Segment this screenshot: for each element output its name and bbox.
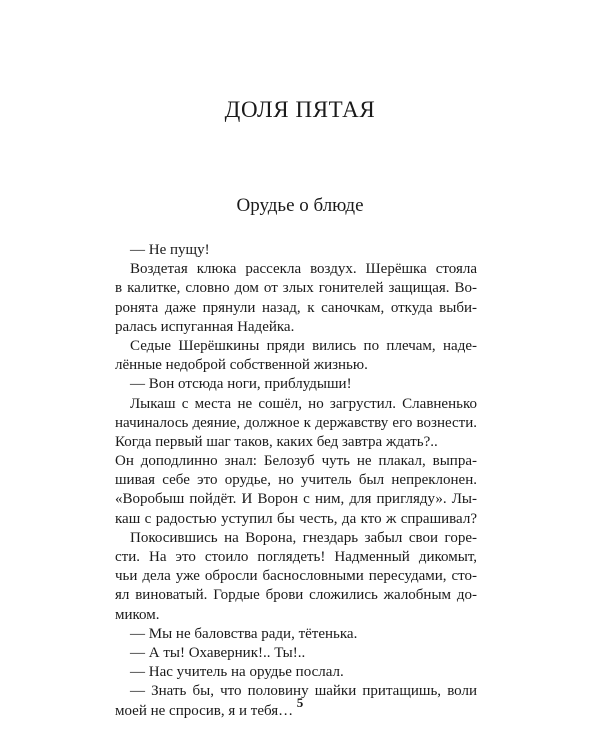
text-line: ронята даже прянули назад, к саночкам, откуда выби- (115, 299, 477, 316)
text-line: моей не спросив, я и тебя… (115, 702, 294, 719)
text-line: «Воробыш пойдёт. И Ворон с ним, для пригляду». Лы- (115, 491, 477, 508)
chapter-title: Орудье о блюде (236, 195, 364, 216)
text-line: миком. (115, 606, 160, 623)
text-line: — Вон отсюда ноги, приблудыши! (130, 376, 352, 393)
text-line: ралась испуганная Надейка. (115, 318, 295, 335)
body-text (115, 241, 477, 721)
text-line: Лыкаш с места не сошёл, но загрустил. Славненько (130, 395, 477, 412)
text-line: Седые Шерёшкины пряди вились по плечам, наде- (130, 337, 477, 354)
text-line: — А ты! Охаверник!.. Ты!.. (130, 644, 306, 661)
text-line: шивая себе это орудье, но учитель был непреклонен. (115, 472, 477, 489)
text-line: Покосившись на Ворона, гнездарь забыл свои горе- (130, 529, 477, 546)
text-line: — Мы не баловства ради, тётенька. (130, 625, 358, 642)
part-title: ДОЛЯ ПЯТАЯ (224, 97, 376, 122)
text-line: Он доподлинно знал: Белозуб чуть не плакал, выпра- (115, 453, 477, 470)
text-line: ял виноватый. Гордые брови сложились жалобным до- (115, 587, 477, 604)
text-line: сти. На это стоило поглядеть! Надменный дикомыт, (115, 549, 477, 565)
text-line: каш с радостью уступил бы честь, да кто ж спрашивал? (115, 510, 477, 527)
text-line: — Нас учитель на орудье послал. (130, 664, 344, 681)
text-line: Когда первый шаг таков, каких бед завтра ждать?.. (115, 433, 438, 450)
text-line: чьи дела уже обросли баснословными пересудами, сто- (115, 568, 477, 585)
text-line: лённые недоброй собственной жизнью. (115, 357, 368, 374)
text-line: в калитке, словно дом от злых гонителей защищая. Во- (115, 280, 477, 297)
text-line: — Знать бы, что половину шайки притащишь, воли (130, 683, 477, 700)
text-line: начиналось деяние, должное к державству его вознести. (115, 414, 477, 431)
text-line: Воздетая клюка рассекла воздух. Шерёшка стояла (130, 261, 477, 278)
text-line: — Не пущу! (130, 242, 210, 258)
page-number: 5 (296, 695, 304, 710)
